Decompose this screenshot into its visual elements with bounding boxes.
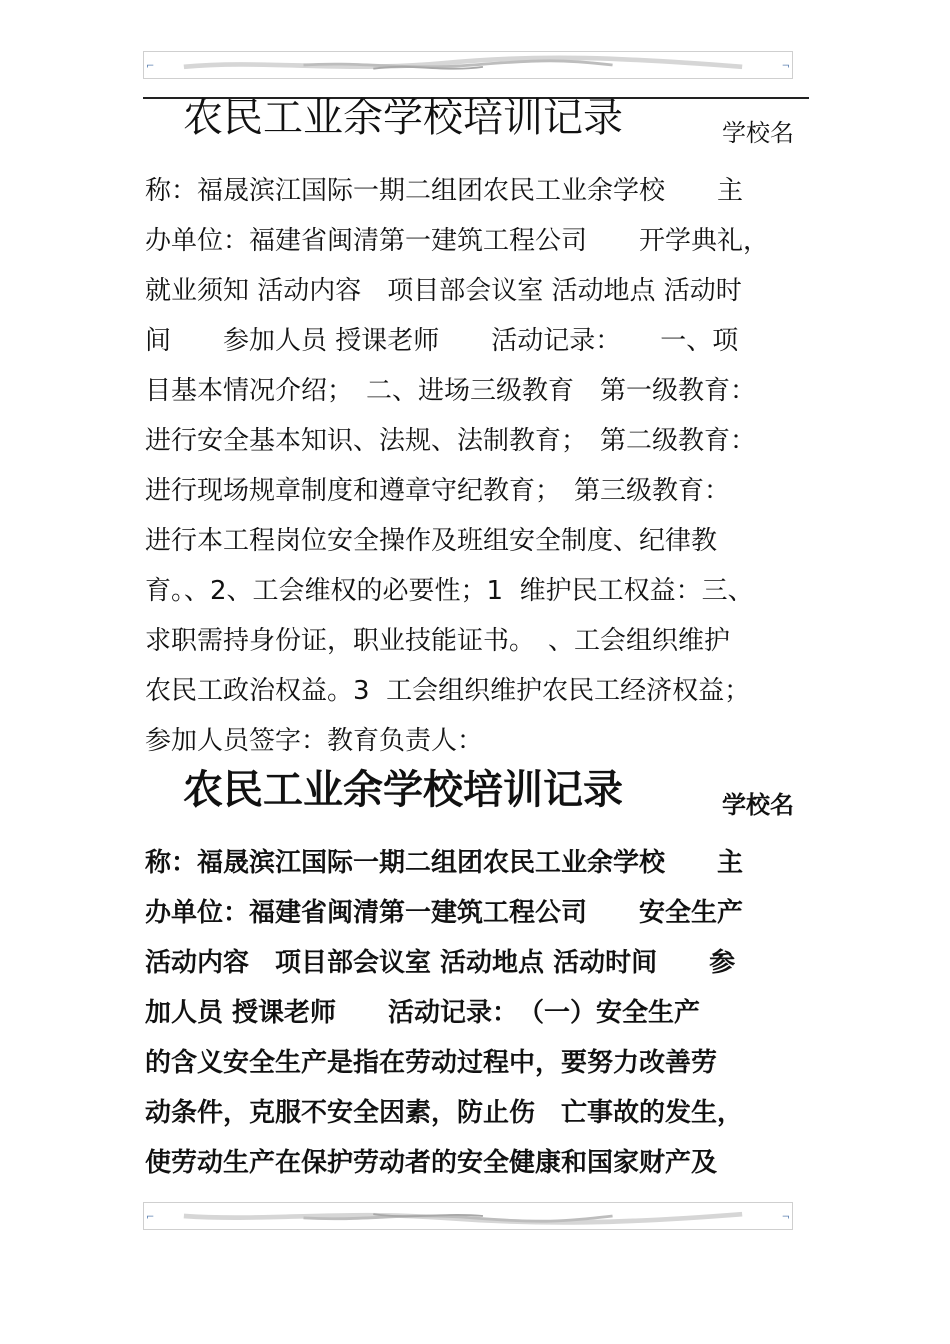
body-line: 加人员 授课老师 活动记录： （一）安全生产 [145, 998, 701, 1028]
body-line: 进行现场规章制度和遵章守纪教育； 第三级教育： [145, 476, 731, 506]
body-line: 使劳动生产在保护劳动者的安全健康和国家财产及 [145, 1148, 718, 1178]
body-line: 农民工政治权益。3 工会组织维护农民工经济权益； [145, 676, 751, 706]
body-line: 称：福晟滨江国际一期二组团农民工业余学校 主 [145, 176, 744, 206]
corner-mark-icon: ⌐ [146, 1212, 155, 1223]
body-line: 求职需持身份证，职业技能证书。 、工会组织维护 [145, 626, 731, 656]
ink-brush-decoration-icon [144, 52, 792, 78]
body-line: 进行本工程岗位安全操作及班组安全制度、纪律教 [145, 526, 718, 556]
record-title: 农民工业余学校培训记录 [183, 95, 623, 141]
corner-mark-icon: ¬ [781, 1212, 790, 1223]
header-decoration [143, 51, 793, 79]
body-line: 活动内容 项目部会议室 活动地点 活动时间 参 [145, 948, 736, 978]
school-name-label: 学校名 [722, 119, 794, 147]
body-line: 称：福晟滨江国际一期二组团农民工业余学校 主 [145, 848, 744, 878]
body-line: 参加人员签字：教育负责人： [145, 726, 484, 756]
corner-mark-icon: ¬ [781, 61, 790, 72]
body-line: 目基本情况介绍； 二、进场三级教育 第一级教育： [145, 376, 757, 406]
ink-brush-decoration-icon [144, 1203, 792, 1229]
footer-decoration [143, 1202, 793, 1230]
record-title: 农民工业余学校培训记录 [183, 767, 623, 813]
school-name-label: 学校名 [722, 791, 794, 819]
body-line: 动条件，克服不安全因素，防止伤 亡事故的发生， [145, 1098, 744, 1128]
corner-mark-icon: ⌐ [146, 61, 155, 72]
body-line: 就业须知 活动内容 项目部会议室 活动地点 活动时 [145, 276, 742, 306]
body-line: 育。、2、工会维权的必要性；1 维护民工权益：三、 [145, 576, 754, 606]
body-line: 办单位：福建省闽清第一建筑工程公司 开学典礼， [145, 226, 770, 256]
body-line: 进行安全基本知识、法规、法制教育； 第二级教育： [145, 426, 757, 456]
body-line: 办单位：福建省闽清第一建筑工程公司 安全生产 [145, 898, 744, 928]
body-line: 间 参加人员 授课老师 活动记录： 一、项 [145, 326, 739, 356]
body-line: 的含义安全生产是指在劳动过程中，要努力改善劳 [145, 1048, 718, 1078]
